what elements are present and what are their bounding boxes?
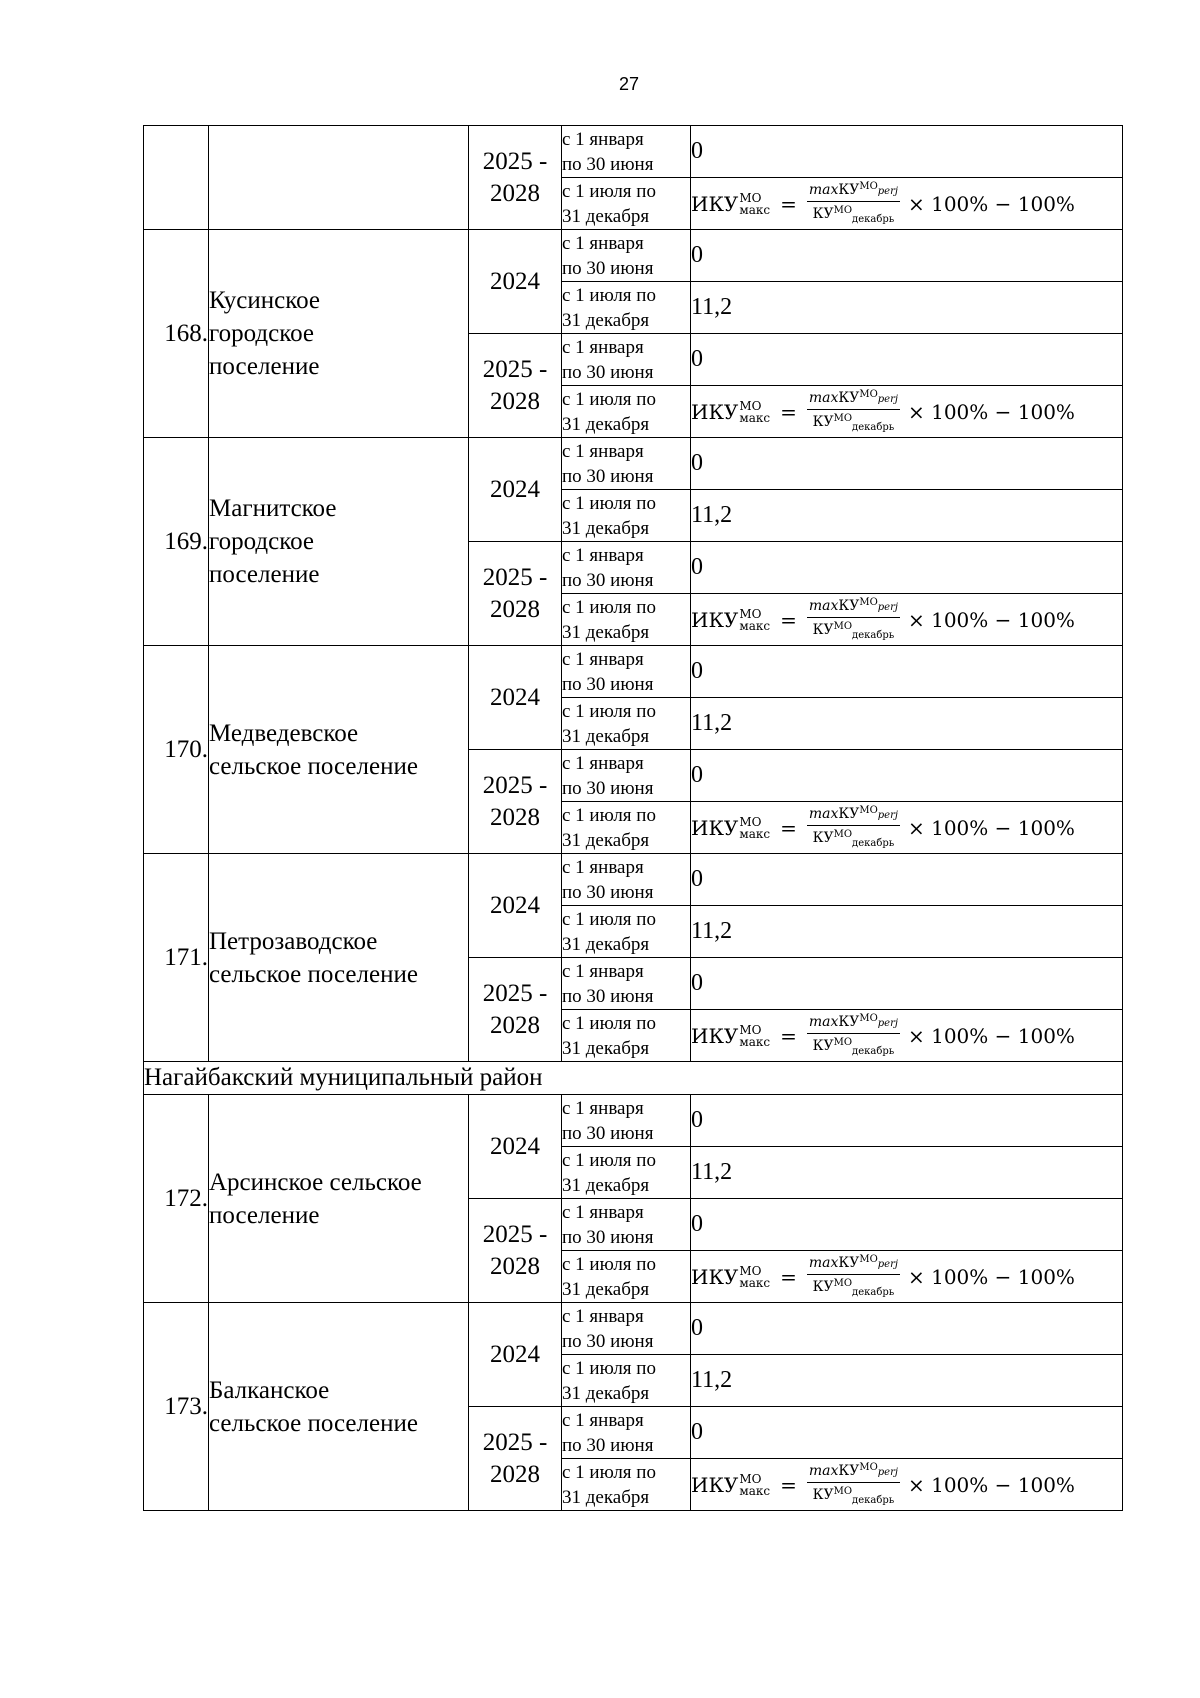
value-cell-formula <box>691 1459 1123 1511</box>
value-cell-formula <box>691 386 1123 438</box>
value-cell: 0 <box>691 542 1123 594</box>
value-cell-formula <box>691 594 1123 646</box>
value-cell: 0 <box>691 1407 1123 1459</box>
period-cell <box>562 438 691 490</box>
period-line: по 30 июня <box>562 1122 654 1144</box>
period-line: с 1 июля по <box>562 388 656 410</box>
period-cell <box>562 178 691 230</box>
period-line: с 1 января <box>562 1201 644 1223</box>
period-line: 31 декабря <box>562 829 650 851</box>
period-line: по 30 июня <box>562 361 654 383</box>
settlement-name-line: поселение <box>209 353 320 380</box>
period-line: с 1 января <box>562 440 644 462</box>
section-title: Нагайбакский муниципальный район <box>144 1062 1123 1095</box>
period-cell <box>562 1251 691 1303</box>
period-cell <box>562 1147 691 1199</box>
table-row <box>144 854 1123 906</box>
period-line: с 1 января <box>562 128 644 150</box>
period-line: по 30 июня <box>562 1434 654 1456</box>
period-cell <box>562 282 691 334</box>
period-line: с 1 июля по <box>562 1357 656 1379</box>
year-cell: 2024 <box>469 1095 562 1199</box>
period-cell <box>562 958 691 1010</box>
settlement-name-line: сельское поселение <box>209 960 418 988</box>
value-cell: 0 <box>691 750 1123 802</box>
period-line: с 1 января <box>562 1097 644 1119</box>
settlement-name-line: Кусинское <box>209 287 321 314</box>
value-cell-formula <box>691 1251 1123 1303</box>
period-line: с 1 января <box>562 1305 644 1327</box>
row-number: 172. <box>144 1095 209 1303</box>
table-row <box>144 646 1123 698</box>
value-cell: 0 <box>691 126 1123 178</box>
indexation-formula: ИКУ МО макс = $\frac{\max КУ^{МО}perj}{КУ^{МО}_{декабрь}}$ × 100% − 100% <box>691 805 1075 849</box>
year-cell <box>469 542 562 646</box>
value-cell: 0 <box>691 1095 1123 1147</box>
period-line: 31 декабря <box>562 1486 650 1508</box>
year-cell <box>469 958 562 1062</box>
table-row <box>144 126 1123 178</box>
settlement-name-line: сельское поселение <box>209 1409 418 1437</box>
year-line: 2028 <box>490 1011 540 1039</box>
row-number: 173. <box>144 1303 209 1511</box>
period-line: 31 декабря <box>562 1382 650 1404</box>
table-row <box>144 1095 1123 1147</box>
period-line: 31 декабря <box>562 1037 650 1059</box>
period-cell <box>562 750 691 802</box>
page-number: 27 <box>618 74 640 94</box>
period-cell <box>562 906 691 958</box>
value-cell: 0 <box>691 1303 1123 1355</box>
settlement-name-line: Арсинское сельское <box>209 1168 422 1196</box>
period-cell <box>562 802 691 854</box>
settlement-name-line: поселение <box>209 561 320 588</box>
period-line: с 1 июля по <box>562 180 656 202</box>
year-line: 2028 <box>490 1252 540 1280</box>
year-cell <box>469 334 562 438</box>
period-line: с 1 июля по <box>562 1253 656 1275</box>
year-line: 2025 - <box>482 771 548 799</box>
settlement-name-line: Петрозаводское <box>209 927 378 955</box>
year-line: 2028 <box>490 387 540 415</box>
value-cell: 11,2 <box>691 282 1123 334</box>
period-cell <box>562 126 691 178</box>
row-number: 168. <box>144 230 209 438</box>
period-line: по 30 июня <box>562 569 654 591</box>
row-number: 171. <box>144 854 209 1062</box>
settlement-name-line: городское <box>209 320 315 347</box>
period-line: по 30 июня <box>562 153 654 175</box>
table-row <box>144 230 1123 282</box>
period-cell <box>562 542 691 594</box>
indexation-formula: ИКУ МО макс = $\frac{\max КУ^{МО}perj}{КУ^{МО}_{декабрь}}$ × 100% − 100% <box>691 1254 1075 1298</box>
year-cell: 2024 <box>469 854 562 958</box>
period-line: с 1 января <box>562 856 644 878</box>
year-cell <box>469 1199 562 1303</box>
year-cell: 2024 <box>469 646 562 750</box>
period-line: с 1 января <box>562 1409 644 1431</box>
value-cell: 0 <box>691 646 1123 698</box>
year-line: 2025 - <box>482 563 548 591</box>
year-line: 2028 <box>490 1460 540 1488</box>
tariff-table-body <box>144 126 1123 1511</box>
settlement-name <box>209 438 469 646</box>
period-line: 31 декабря <box>562 933 650 955</box>
period-line: 31 декабря <box>562 1174 650 1196</box>
period-line: с 1 июля по <box>562 700 656 722</box>
period-line: с 1 июля по <box>562 492 656 514</box>
period-line: с 1 июля по <box>562 1149 656 1171</box>
value-cell: 0 <box>691 230 1123 282</box>
settlement-name <box>209 1303 469 1511</box>
period-line: с 1 июля по <box>562 596 656 618</box>
year-line: 2025 - <box>482 355 548 383</box>
year-cell: 2024 <box>469 438 562 542</box>
period-cell <box>562 1095 691 1147</box>
period-cell <box>562 1010 691 1062</box>
table-row <box>144 1303 1123 1355</box>
row-number: 170. <box>144 646 209 854</box>
value-cell: 0 <box>691 1199 1123 1251</box>
period-line: по 30 июня <box>562 673 654 695</box>
period-line: по 30 июня <box>562 1330 654 1352</box>
period-line: с 1 января <box>562 232 644 254</box>
settlement-name-line: поселение <box>209 1201 320 1229</box>
period-line: с 1 июля по <box>562 804 656 826</box>
year-line: 2025 - <box>482 1220 548 1248</box>
period-line: по 30 июня <box>562 777 654 799</box>
indexation-formula: ИКУ МО макс = $\frac{\max КУ^{МО}perj}{КУ^{МО}_{декабрь}}$ × 100% − 100% <box>691 1013 1075 1057</box>
period-cell <box>562 1199 691 1251</box>
period-line: с 1 января <box>562 336 644 358</box>
period-line: 31 декабря <box>562 309 650 331</box>
period-cell <box>562 646 691 698</box>
period-line: с 1 января <box>562 752 644 774</box>
period-line: по 30 июня <box>562 1226 654 1248</box>
period-cell <box>562 698 691 750</box>
value-cell: 0 <box>691 958 1123 1010</box>
indexation-formula: ИКУ МО макс = $\frac{\max КУ^{МО}perj}{КУ^{МО}_{декабрь}}$ × 100% − 100% <box>691 1462 1075 1506</box>
row-number: 169. <box>144 438 209 646</box>
indexation-formula: ИКУ МО макс = $\frac{\max КУ^{МО}perj}{КУ^{МО}_{декабрь}}$ × 100% − 100% <box>691 597 1075 641</box>
period-cell <box>562 1459 691 1511</box>
settlement-name-line: Магнитское <box>209 495 337 522</box>
period-cell <box>562 490 691 542</box>
year-line: 2028 <box>490 803 540 831</box>
row-number-empty <box>144 126 209 230</box>
period-cell <box>562 230 691 282</box>
year-line: 2025 - <box>482 1428 548 1456</box>
period-line: 31 декабря <box>562 413 650 435</box>
value-cell-formula <box>691 1010 1123 1062</box>
indexation-formula: ИКУ МО макс = $\frac{\max КУ^{МО}perj}{КУ^{МО}_{декабрь}}$ × 100% − 100% <box>691 389 1075 433</box>
settlement-name-line: городское <box>209 528 315 555</box>
period-line: с 1 июля по <box>562 284 656 306</box>
table-row <box>144 438 1123 490</box>
period-line: с 1 января <box>562 960 644 982</box>
year-line: 2028 <box>490 179 540 207</box>
period-line: по 30 июня <box>562 881 654 903</box>
value-cell: 11,2 <box>691 490 1123 542</box>
year-cell <box>469 1407 562 1511</box>
value-cell-formula <box>691 178 1123 230</box>
value-cell: 11,2 <box>691 698 1123 750</box>
settlement-name <box>209 230 469 438</box>
year-line: 2025 - <box>482 979 548 1007</box>
value-cell: 0 <box>691 438 1123 490</box>
period-line: 31 декабря <box>562 517 650 539</box>
period-line: с 1 июля по <box>562 1012 656 1034</box>
period-cell <box>562 334 691 386</box>
indexation-formula: ИКУ МО макс = $\frac{\max КУ^{МО}perj}{КУ^{МО}_{декабрь}}$ × 100% − 100% <box>691 181 1075 225</box>
settlement-name-line: сельское поселение <box>209 752 418 780</box>
period-line: по 30 июня <box>562 465 654 487</box>
period-line: с 1 января <box>562 648 644 670</box>
value-cell: 11,2 <box>691 1355 1123 1407</box>
period-line: по 30 июня <box>562 257 654 279</box>
period-cell <box>562 1355 691 1407</box>
settlement-name <box>209 646 469 854</box>
period-line: 31 декабря <box>562 725 650 747</box>
period-cell <box>562 386 691 438</box>
section-row <box>144 1062 1123 1095</box>
tariff-table <box>143 125 1123 1511</box>
period-line: 31 декабря <box>562 1278 650 1300</box>
period-line: с 1 января <box>562 544 644 566</box>
settlement-name-line: Медведевское <box>209 719 359 747</box>
period-cell <box>562 594 691 646</box>
year-cell <box>469 750 562 854</box>
period-line: 31 декабря <box>562 205 650 227</box>
value-cell: 11,2 <box>691 1147 1123 1199</box>
settlement-name-empty <box>209 126 469 230</box>
value-cell: 0 <box>691 334 1123 386</box>
settlement-name <box>209 1095 469 1303</box>
year-cell: 2024 <box>469 1303 562 1407</box>
period-cell <box>562 1407 691 1459</box>
value-cell: 11,2 <box>691 906 1123 958</box>
settlement-name-line: Балканское <box>209 1376 330 1404</box>
period-cell <box>562 1303 691 1355</box>
period-line: с 1 июля по <box>562 1461 656 1483</box>
value-cell-formula <box>691 802 1123 854</box>
year-line: 2025 - <box>482 147 548 175</box>
year-line: 2028 <box>490 595 540 623</box>
period-line: с 1 июля по <box>562 908 656 930</box>
value-cell: 0 <box>691 854 1123 906</box>
period-line: по 30 июня <box>562 985 654 1007</box>
year-cell <box>469 126 562 230</box>
settlement-name <box>209 854 469 1062</box>
period-line: 31 декабря <box>562 621 650 643</box>
period-cell <box>562 854 691 906</box>
year-cell: 2024 <box>469 230 562 334</box>
